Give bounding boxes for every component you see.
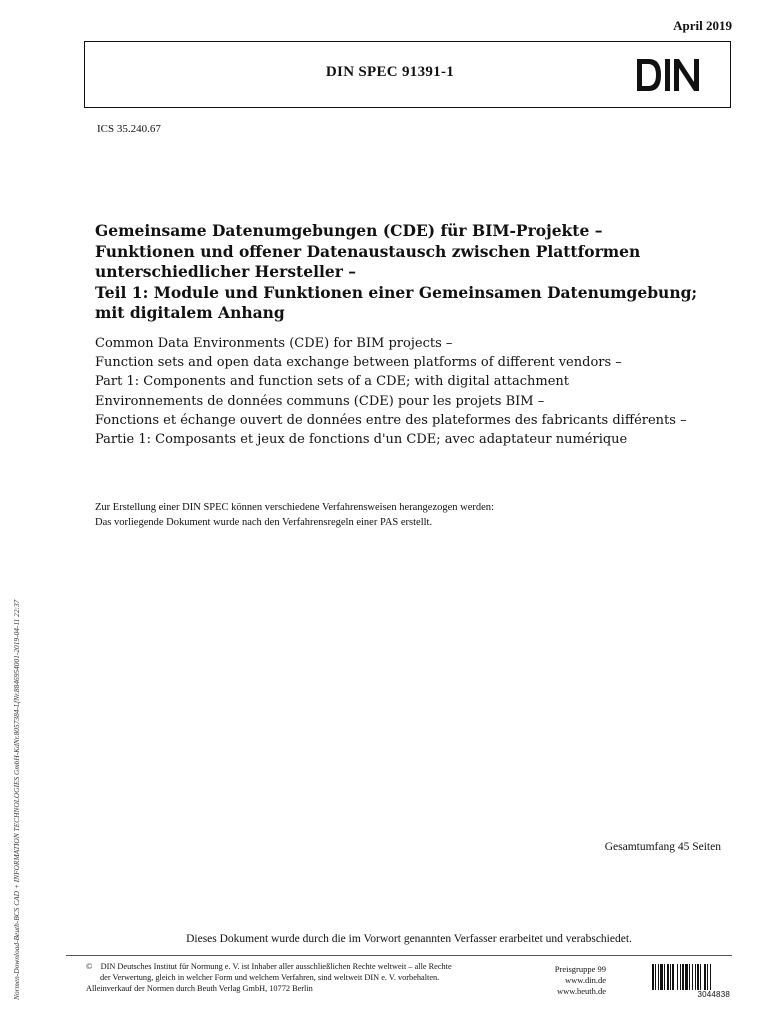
spec-note-line: Zur Erstellung einer DIN SPEC können verschiedene Verfahrensweisen herangezogen werden: (95, 502, 494, 513)
publication-date: April 2019 (673, 18, 732, 33)
copyright-line-text: der Verwertung, gleich in welcher Form und welchem Verfahren, sind weltweit DIN e. V. vorbehalten. (100, 973, 440, 982)
copyright-line (86, 983, 516, 994)
document-number: DIN SPEC 91391-1 (325, 64, 455, 80)
beuth-website-link[interactable]: www.beuth.de (556, 986, 606, 996)
total-pages: Gesamtumfang 45 Seiten (604, 841, 721, 853)
footer-divider (66, 955, 732, 956)
price-group: Preisgruppe 99 (554, 964, 606, 974)
title-german-line: unterschiedlicher Hersteller – (95, 262, 357, 282)
copyright-symbol: © (86, 962, 93, 971)
title-english-line: Common Data Environments (CDE) for BIM projects – (95, 336, 453, 351)
title-english-line: Part 1: Components and function sets of a CDE; with digital attachment (95, 374, 569, 389)
title-german-line: Funktionen und offener Datenaustausch zwischen Plattformen (95, 241, 641, 261)
ics-code: ICS 35.240.67 (97, 123, 161, 135)
copyright-line (86, 961, 516, 972)
price-block (540, 964, 606, 997)
copyright-notice (86, 961, 516, 994)
download-watermark: Normen-Download-Beuth-BCS CAD + INFORMATION TECHNOLOGIES GmbH-KdNr.8057384-LfNr.8846954001-2019-04-11 22:37 (12, 599, 21, 1000)
title-german-line: Teil 1: Module und Funktionen einer Gemeinsamen Datenumgebung; (95, 282, 698, 302)
title-english (95, 334, 735, 391)
copyright-line-text: Alleinverkauf der Normen durch Beuth Verlag GmbH, 10772 Berlin (86, 984, 313, 993)
spec-note-line: Das vorliegende Dokument wurde nach den Verfahrensregeln einer PAS erstellt. (95, 517, 433, 528)
title-french-line: Partie 1: Composants et jeux de fonctions d'un CDE; avec adaptateur numérique (95, 432, 628, 447)
copyright-line (86, 972, 516, 983)
authorship-note: Dieses Dokument wurde durch die im Vorwort genannten Verfasser erarbeitet und verabschiedet. (186, 933, 632, 945)
title-french (95, 392, 735, 449)
title-german-line: mit digitalem Anhang (95, 303, 285, 323)
title-french-line: Environnements de données communs (CDE) pour les projets BIM – (95, 394, 545, 409)
din-website-link[interactable]: www.din.de (565, 975, 606, 985)
spec-procedure-note (95, 500, 494, 530)
copyright-line-text: DIN Deutsches Institut für Normung e. V. ist Inhaber aller ausschließlichen Rechte weltweit – alle Rechte (100, 962, 452, 971)
barcode-number: 3044838 (697, 990, 730, 999)
title-german-line: Gemeinsame Datenumgebungen (CDE) für BIM-Projekte – (95, 221, 603, 240)
title-german (95, 221, 715, 324)
din-logo-icon (635, 58, 701, 92)
barcode-icon (652, 964, 730, 990)
title-french-line: Fonctions et échange ouvert de données entre des plateformes des fabricants différents – (95, 413, 687, 428)
title-english-line: Function sets and open data exchange between platforms of different vendors – (95, 355, 622, 370)
